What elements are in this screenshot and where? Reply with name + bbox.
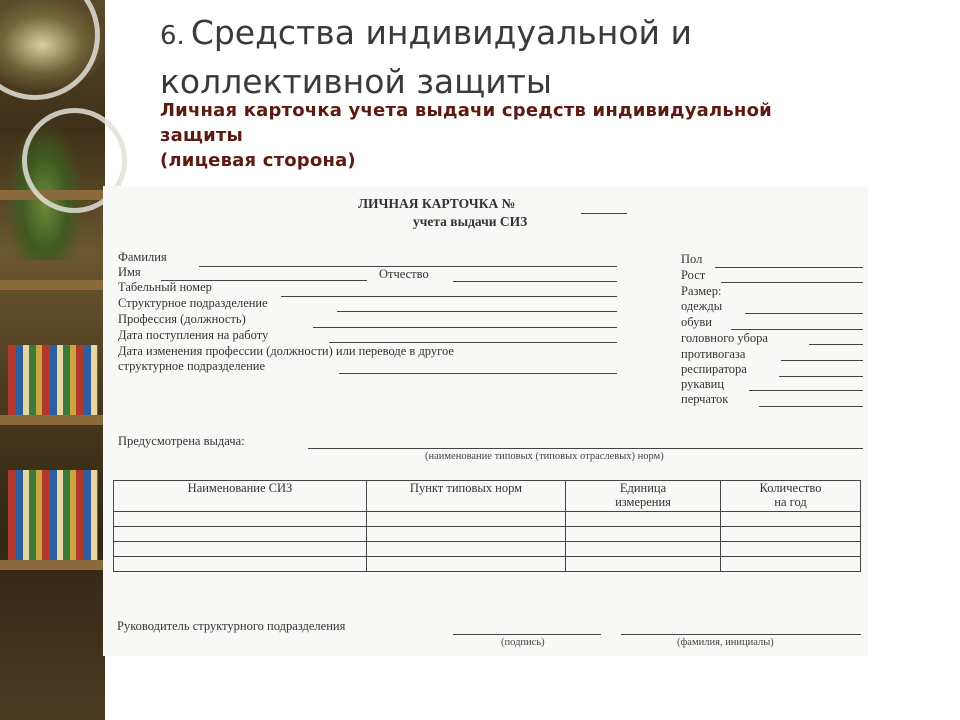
line-profession: [313, 327, 617, 328]
slide-number: 6.: [160, 21, 185, 51]
label-name: Имя: [118, 265, 141, 279]
label-size: Размер:: [681, 284, 722, 298]
line-shoes: [731, 329, 863, 330]
label-height: Рост: [681, 268, 706, 282]
line-hire-date: [329, 342, 617, 343]
label-provided: Предусмотрена выдача:: [118, 434, 245, 448]
line-provided: [308, 448, 863, 449]
line-change-date: [339, 373, 617, 374]
line-mittens: [749, 390, 863, 391]
table-cell: [721, 542, 861, 557]
ppe-card-form: [103, 186, 868, 656]
label-surname: Фамилия: [118, 250, 167, 264]
slide-title-text: Средства индивидуальной и коллективной защиты: [160, 13, 692, 101]
form-subheading: учета выдачи СИЗ: [413, 214, 528, 229]
label-tab-number: Табельный номер: [118, 280, 212, 294]
label-shoes: обуви: [681, 315, 712, 329]
label-sex: Пол: [681, 252, 703, 266]
table-cell: [367, 542, 566, 557]
label-profession: Профессия (должность): [118, 312, 246, 326]
card-number-line: [581, 213, 627, 214]
table-cell: [721, 557, 861, 572]
label-department: Структурное подразделение: [118, 296, 268, 310]
books: [8, 345, 98, 415]
table-cell: [367, 557, 566, 572]
line-department: [337, 311, 617, 312]
shelf: [0, 415, 105, 425]
label-manager: Руководитель структурного подразделения: [117, 619, 346, 633]
table-header: [367, 481, 566, 512]
table-header-label: Наименование СИЗ: [187, 481, 293, 495]
label-patronymic: Отчество: [379, 267, 429, 281]
table-row: [114, 542, 861, 557]
caption-name-initials: (фамилия, инициалы): [677, 637, 774, 648]
table-header: [566, 481, 721, 512]
line-height: [721, 282, 863, 283]
table-cell: [367, 527, 566, 542]
subtitle-line: (лицевая сторона): [160, 150, 356, 171]
decorative-photo: [0, 0, 105, 720]
table-cell: [367, 512, 566, 527]
line-signature: [453, 634, 601, 635]
table-header: [114, 481, 367, 512]
table-cell: [721, 527, 861, 542]
table-row: [114, 512, 861, 527]
label-headwear: головного убора: [681, 331, 768, 345]
table-header-label: Единица измерения: [615, 481, 671, 509]
slide-title: [160, 10, 940, 105]
shelf: [0, 560, 105, 570]
table-cell: [114, 512, 367, 527]
label-respirator: респиратора: [681, 362, 747, 376]
subtitle-line: Личная карточка учета выдачи средств индивидуальной: [160, 100, 772, 121]
slide-subtitle: [160, 98, 940, 173]
label-clothes: одежды: [681, 299, 723, 313]
line-headwear: [809, 344, 863, 345]
table-row: [114, 557, 861, 572]
table-cell: [114, 527, 367, 542]
table-cell: [566, 512, 721, 527]
label-change-date: Дата изменения профессии (должности) или переводе в другое: [118, 344, 454, 358]
label-hire-date: Дата поступления на работу: [118, 328, 269, 342]
ppe-table: [113, 480, 861, 572]
line-name-initials: [621, 634, 861, 635]
shelf: [0, 280, 105, 290]
label-gloves: перчаток: [681, 392, 729, 406]
table-cell: [114, 542, 367, 557]
line-respirator: [779, 376, 863, 377]
table-cell: [566, 557, 721, 572]
line-gloves: [759, 406, 863, 407]
table-cell: [721, 512, 861, 527]
line-patronymic: [453, 281, 617, 282]
table-cell: [114, 557, 367, 572]
line-clothes: [745, 313, 863, 314]
table-header-label: Пункт типовых норм: [409, 481, 523, 495]
line-sex: [715, 267, 863, 268]
books: [8, 470, 98, 560]
label-change-date-cont: структурное подразделение: [118, 359, 266, 373]
table-row: [114, 527, 861, 542]
caption-signature: (подпись): [501, 637, 545, 648]
line-tab-number: [281, 296, 617, 297]
line-gas-mask: [781, 360, 863, 361]
table-cell: [566, 542, 721, 557]
caption-norms: (наименование типовых (типовых отраслевых) норм): [425, 451, 664, 462]
subtitle-line: защиты: [160, 125, 244, 146]
table-header: [721, 481, 861, 512]
table-header-label: Количество на год: [759, 481, 822, 509]
label-gas-mask: противогаза: [681, 347, 746, 361]
label-mittens: рукавиц: [681, 377, 725, 391]
form-heading: ЛИЧНАЯ КАРТОЧКА №: [358, 196, 516, 211]
table-cell: [566, 527, 721, 542]
